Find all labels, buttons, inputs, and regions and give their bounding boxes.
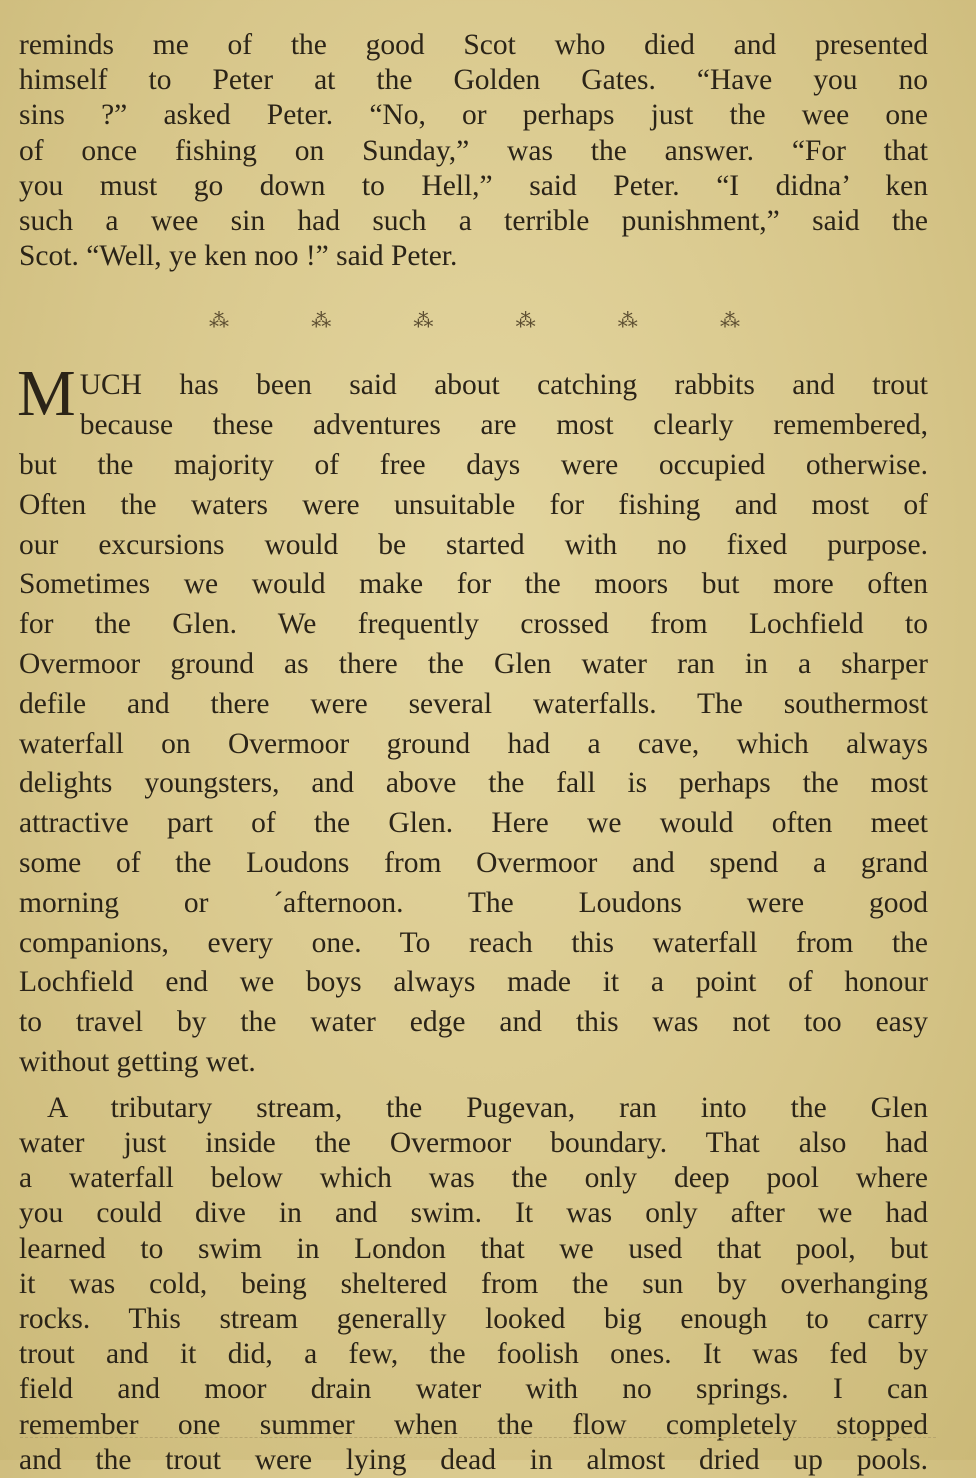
text-line: waterfall on Overmoor ground had a cave, which always <box>19 727 928 760</box>
text-line: companions, every one. To reach this waterfall from the <box>19 926 928 959</box>
text-line: trout and it did, a few, the foolish ones. It was fed by <box>19 1338 928 1371</box>
text-line: it was cold, being sheltered from the sun by overhanging <box>19 1267 928 1300</box>
text-line: defile and there were several waterfalls. The southermost <box>19 687 928 720</box>
text-line: some of the Loudons from Overmoor and spend a grand <box>19 846 928 879</box>
text-line: morning or ´afternoon. The Loudons were good <box>19 886 928 919</box>
bottom-divider <box>20 1437 936 1438</box>
asterism-icon: ⁂ <box>617 310 638 333</box>
text-line: of once fishing on Sunday,” was the answer. “For that <box>19 134 928 167</box>
text-line: water just inside the Overmoor boundary. That also had <box>19 1126 928 1159</box>
asterism-icon: ⁂ <box>719 310 740 333</box>
text-line: you could dive in and swim. It was only after we had <box>19 1197 928 1230</box>
text-line: attractive part of the Glen. Here we would often meet <box>19 807 928 840</box>
text-line: A tributary stream, the Pugevan, ran into the Glen <box>47 1091 928 1124</box>
asterism-icon: ⁂ <box>515 310 536 333</box>
asterism-icon: ⁂ <box>311 310 332 333</box>
text-line: UCH has been said about catching rabbits and trout <box>79 369 928 402</box>
text-line: without getting wet. <box>19 1045 256 1078</box>
text-line: to travel by the water edge and this was not too easy <box>19 1006 928 1039</box>
section-separator <box>19 308 928 333</box>
text-line: Scot. “Well, ye ken noo !” said Peter. <box>19 240 458 273</box>
text-line: field and moor drain water with no springs. I can <box>19 1373 928 1406</box>
text-line: a waterfall below which was the only deep pool where <box>19 1162 928 1195</box>
text-line: reminds me of the good Scot who died and presented <box>19 29 928 61</box>
text-line: Often the waters were unsuitable for fishing and most of <box>19 488 928 521</box>
text-line: sins ?” asked Peter. “No, or perhaps just the wee one <box>19 99 928 132</box>
text-line: Sometimes we would make for the moors but more often <box>19 568 928 601</box>
text-line: our excursions would be started with no fixed purpose. <box>19 528 928 561</box>
text-line: and the trout were lying dead in almost dried up pools. <box>19 1443 928 1476</box>
text-line: Lochfield end we boys always made it a point of honour <box>19 966 928 999</box>
text-line: you must go down to Hell,” said Peter. “I didna’ ken <box>19 169 928 202</box>
text-line: himself to Peter at the Golden Gates. “Have you no <box>19 64 928 97</box>
text-line: such a wee sin had such a terrible punishment,” said the <box>19 205 928 238</box>
text-line: Overmoor ground as there the Glen water ran in a sharper <box>19 648 928 680</box>
text-line: but the majority of free days were occupied otherwise. <box>19 449 928 482</box>
asterism-icon: ⁂ <box>413 310 434 333</box>
text-line: remember one summer when the flow completely stopped <box>19 1408 928 1441</box>
text-line: for the Glen. We frequently crossed from Lochfield to <box>19 608 928 641</box>
text-line: because these adventures are most clearly remembered, <box>79 409 928 442</box>
text-line: rocks. This stream generally looked big enough to carry <box>19 1302 928 1335</box>
paragraph-1 <box>17 357 928 1082</box>
paragraph-2 <box>19 1091 928 1478</box>
text-line: delights youngsters, and above the fall is perhaps the most <box>19 767 928 800</box>
text-line: learned to swim in London that we used that pool, but <box>19 1232 928 1265</box>
drop-cap: M <box>17 357 76 431</box>
intro-paragraph <box>19 28 928 274</box>
asterism-icon: ⁂ <box>209 310 229 333</box>
